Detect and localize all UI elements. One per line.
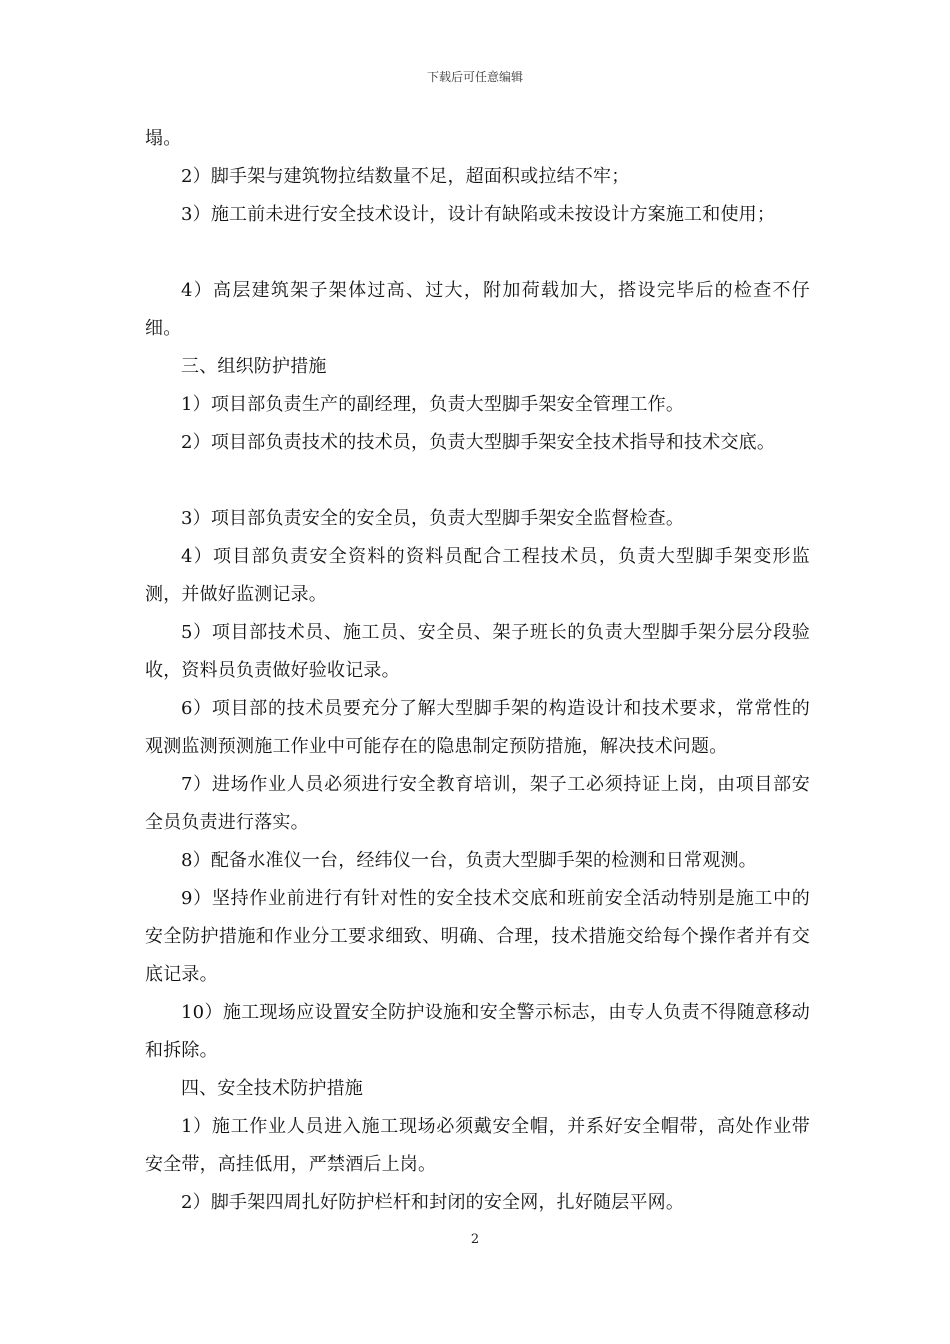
section-heading-technical: 四、安全技术防护措施 xyxy=(181,1078,363,1099)
paragraph-org-5: 5）项目部技术员、施工员、安全员、架子班长的负责大型脚手架分层分段验收，资料员负责做好验收记录。 xyxy=(145,622,810,681)
document-body xyxy=(145,120,810,1222)
paragraph-org-4: 4）项目部负责安全资料的资料员配合工程技术员，负责大型脚手架变形监测，并做好监测记录。 xyxy=(145,546,810,605)
paragraph-continuation: 塌。 xyxy=(145,128,182,149)
section-heading-organization: 三、组织防护措施 xyxy=(181,356,327,377)
blank-line xyxy=(145,234,810,272)
paragraph-org-7: 7）进场作业人员必须进行安全教育培训，架子工必须持证上岗，由项目部安全员负责进行落实。 xyxy=(145,774,810,833)
blank-line xyxy=(145,462,810,500)
paragraph-org-8: 8）配备水准仪一台，经纬仪一台，负责大型脚手架的检测和日常观测。 xyxy=(181,850,757,871)
paragraph-org-9: 9）坚持作业前进行有针对性的安全技术交底和班前安全活动特别是施工中的安全防护措施和作业分工要求细致、明确、合理，技术措施交给每个操作者并有交底记录。 xyxy=(145,888,810,985)
page-header: 下载后可任意编辑 xyxy=(426,70,523,84)
paragraph-cause-2: 2）脚手架与建筑物拉结数量不足，超面积或拉结不牢； xyxy=(181,166,630,187)
page-number: 2 xyxy=(470,1232,480,1247)
paragraph-cause-4: 4）高层建筑架子架体过高、过大，附加荷载加大，搭设完毕后的检查不仔细。 xyxy=(145,280,810,339)
paragraph-org-1: 1）项目部负责生产的副经理，负责大型脚手架安全管理工作。 xyxy=(181,394,685,415)
paragraph-org-10: 10）施工现场应设置安全防护设施和安全警示标志，由专人负责不得随意移动和拆除。 xyxy=(145,1002,810,1061)
paragraph-org-6: 6）项目部的技术员要充分了解大型脚手架的构造设计和技术要求，常常性的观测监测预测施工作业中可能存在的隐患制定预防措施，解决技术问题。 xyxy=(145,698,810,757)
paragraph-org-3: 3）项目部负责安全的安全员，负责大型脚手架安全监督检查。 xyxy=(181,508,685,529)
paragraph-tech-2: 2）脚手架四周扎好防护栏杆和封闭的安全网，扎好随层平网。 xyxy=(181,1192,685,1213)
paragraph-org-2: 2）项目部负责技术的技术员，负责大型脚手架安全技术指导和技术交底。 xyxy=(181,432,776,453)
paragraph-cause-3: 3）施工前未进行安全技术设计，设计有缺陷或未按设计方案施工和使用； xyxy=(181,204,776,225)
paragraph-tech-1: 1）施工作业人员进入施工现场必须戴安全帽，并系好安全帽带，高处作业带安全带，高挂低用，严禁酒后上岗。 xyxy=(145,1116,810,1175)
